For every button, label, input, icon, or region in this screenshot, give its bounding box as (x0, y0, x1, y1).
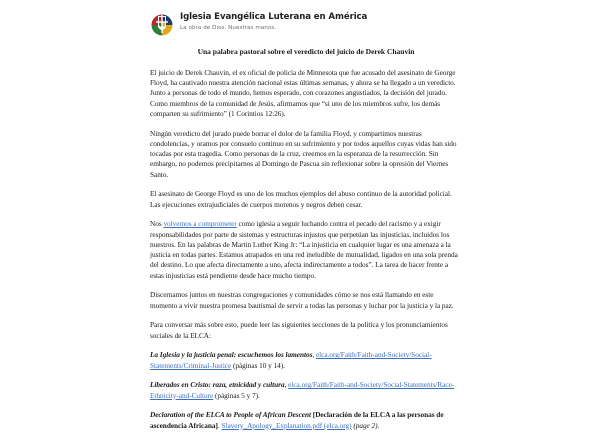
commitment-rest-text: como iglesia a seguir luchando contra el pecado del racismo y a exigir responsabilidades por parte de sistemas y estructuras injustos que perpetúan las injusticias, incluidos los nuestros. En las palabras de Martin Luther King Jr: “La injusticia en cualquier lugar es una amenaza a la justicia en todas partes. Estamos atrapados en una red ineludible de mutualidad, ligados en una sola prenda del destino. Lo que afecta directamente a uno, afecta indirectamente a todos”. La tarea de hacer frente a estas injusticias está pendiente desde hace mucho tiempo. (150, 219, 458, 280)
resource-title: Declaration of the ELCA to People of African Descent (150, 410, 312, 420)
brand-header (150, 12, 367, 38)
resource-link-criminal-justice[interactable]: elca.org/Faith/Faith-and-Society/Social-Statements/Criminal-Justice (150, 350, 432, 370)
commitment-lead-text: Nos (150, 219, 164, 229)
resource-title: Liberados en Cristo: raza, etnicidad y cultura (150, 380, 285, 390)
paragraph-commitment (150, 219, 462, 281)
document-body (150, 47, 462, 440)
resource-pages: (page 2). (351, 420, 380, 430)
paragraph-discernment: Discernamos juntos en nuestras congregaciones y comunidades cómo se nos está llamando en este momento a vivir nuestra promesa bautismal de servir a todas las personas y luchar por la justicia y la paz. (150, 290, 454, 310)
resource-separator: , (284, 380, 289, 390)
resource-title: La Iglesia y la justicia penal: escuchemos los lamentos (150, 350, 313, 360)
brand-tagline: La obra de Dios. Nuestras manos. (180, 25, 277, 32)
resource-link-race-ethnicity-culture[interactable]: elca.org/Faith/Faith-and-Society/Social-Statements/Race-Ethnicity-and-Culture (150, 380, 455, 400)
paragraph-condolences: Ningún veredicto del jurado puede borrar el dolor de la familia Floyd, y compartimos nuestras condolencias, y oramos por consuelo continuo en su sufrimiento y por todos aquellos cuyas vidas han sido tocadas por esta tragedia. Como personas de la cruz, creemos en la esperanza de la resurrección. Sin embargo, no podemos precipitarnos al Domingo de Pascua sin reflexionar sobre la opresión del Viernes Santo. (150, 128, 457, 179)
brand-name: Iglesia Evangélica Luterana en América (180, 12, 368, 22)
resource-title-translation: [Declaración de la ELCA a las personas de ascendencia Africana] (150, 410, 444, 430)
paragraph-resources-intro: Para conversar más sobre esto, puede leer las siguientes secciones de la política y los pronunciamientos sociales de la ELCA: (150, 320, 448, 340)
resource-pages: (páginas 5 y 7). (213, 390, 260, 400)
page-title: Una palabra pastoral sobre el veredicto del juicio de Derek Chauvin (197, 47, 415, 56)
resource-criminal-justice (150, 350, 462, 371)
resource-link-slavery-apology[interactable]: Slavery_Apology_Explanation.pdf (elca.org) (221, 420, 352, 430)
resource-separator: . (217, 420, 222, 430)
brand-text-block (180, 12, 367, 33)
paragraph-police-abuse: El asesinato de George Floyd es uno de los muchos ejemplos del abuso continuo de la autoridad policial. Las ejecuciones extrajudiciales de cuerpos morenos y negros deben cesar. (150, 189, 452, 209)
volvemos-a-comprometer-link[interactable]: volvemos a comprometer (163, 219, 237, 229)
resource-african-descent (150, 410, 462, 431)
elca-shield-logo-icon (150, 12, 174, 38)
resource-separator: , (312, 350, 316, 360)
paragraph-intro: El juicio de Derek Chauvin, el ex oficial de policía de Minnesota que fue acusado del asesinato de George Floyd, ha cautivado nuestra atención nacional estas últimas semanas, y ahora se ha llegado a un veredicto. Junto a personas de todo el mundo, hemos esperado, con corazones angustiados, la decisión del jurado. Como miembros de la comunidad de Jesús, afirmamos que “si uno de los miembros sufre, los demás comparten su sufrimiento” (1 Corintios 12:26). (150, 67, 456, 118)
resource-pages: (páginas 10 y 14). (231, 360, 285, 370)
resource-race-ethnicity-culture (150, 380, 462, 401)
